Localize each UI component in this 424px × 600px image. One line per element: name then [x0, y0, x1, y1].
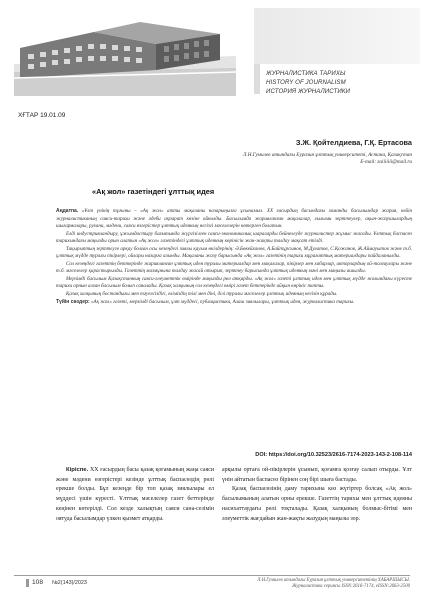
journal-info [220, 578, 410, 591]
body-column-left [56, 466, 214, 524]
body-column-right [222, 466, 412, 524]
body-text: арқылы ортаға ой-пікірлерін ұсынып, қоғамға қозғау салып отырды. Ұлт үнін айтатын баспасөз бірінен соң бірі шыға бастады. [222, 467, 412, 483]
abstract-paragraph: Сол кезеңдегі газеттің беттерінде жарияланған ұлттық идея туралы материалдар мен мақалалар, пікірлер мен хабарлар, авторлардың ой-толғаулары және т.б. мәселелер қарастырылды. Газеттің мазмұнына талдау жасай отырып, зерттеу барысында ұлттық идеяның мәні мен маңызы ашылды. [56, 260, 412, 275]
irsti-code: ХҒТАР 19.01.09 [18, 112, 66, 119]
doi-link[interactable]: DOI: https://doi.org/10.32523/2616-7174-2023-143-2-108-114 [255, 452, 412, 458]
title-panel-background [254, 8, 420, 64]
abstract-label: Аңдатпа. [56, 208, 79, 214]
abstract-paragraph: Қазақ халқының бостандығы мен тәуелсіздігі, еліміздің тілі мен діні, ділі туралы мәселелер ұлттық идеяның негізін құрады. [66, 291, 338, 298]
abstract-paragraph: «Ұлт үнінің тұғыны – «Ақ жол» атты мақаланы назарыңызға ұсынамыз. XX ғасырдың басындағы заманды басылымдар жария, кейін журналистиканың саяси-тарихи және әдеби ақпарат көзіне айналды. Басылымда жарияланған мақалалар, ғылыми зерттеулер, ақын-жазушылардың шығармалары, рухани, мәдени, саяси өзгерістер ұлттық идеяның негізгі мәселелерін көтерген болатын. [56, 208, 412, 230]
building-illustration [14, 8, 236, 96]
abstract-paragraph: Мерзімді басылым Қазақстанның саяси-әлеуметтік өмірінде маңызды рөл атқарды. «Ақ жол» газеті ұлттық идея мен ұлттық мүдде жолындағы күресте тарихи орнын алған басылым болып саналады. Қазақ халқының сол кезеңдегі өмірі газет беттерінде айқын көрініс тапты. [56, 275, 412, 290]
email: E-mail: zaiiiiiii@mail.ru [360, 159, 412, 166]
university-building-image [14, 8, 236, 96]
abstract-paragraph: Тақырыптың зерттеуге арқау болған осы кезеңдегі зиялы қауым өкілдерінің: Ә.Бөкейханов, А.Байтұрсынов, М.Дулатов, С.Қожанов, Ж.Аймауытов және т.б. ұлттық мүдде туралы пікірлері, ойлары назарға алынды. Мақаланы жазу барысында «Ақ жол» газетінің тарихи мұрағаттық материалдары пайдаланылды. [56, 245, 412, 260]
abstract [56, 208, 412, 306]
journal-name: Л.Н.Гумилев атындағы Еуразия ұлттық университетінің ХАБАРШЫСЫ. [257, 578, 410, 583]
journal-header [0, 0, 424, 102]
section-titles [254, 8, 424, 94]
keywords: «Ақ жол» газеті, мерзімді басылым, ұлт мүддесі, публицистика, Алаш зиялылары, ұлттық идея, журналистика тарихы. [90, 298, 355, 305]
section-title-ru: ИСТОРИЯ ЖУРНАЛИСТИКИ [266, 88, 350, 95]
body-text: Қазақ баспасөзінің даму тарихына көз жүгіртер болсақ «Ақ жол» басылымының алатын орны ерекше. Газеттің тарихы мен ұлттық идеяны насихаттаудағы рөлі тоқталады. Қазақ халқының болмыс-бітімі мен әлеуметтік жағдайын жан-жақты жазудың маңызы зор. [222, 486, 412, 522]
journal-issn: Журналистика сериясы ISSN:2616-7174, eISSN:2663-2500 [292, 584, 410, 590]
article-title: «Ақ жол» газетіндегі ұлттық идея [92, 187, 215, 196]
page-number: 108 [26, 579, 43, 587]
issue-number: №2(143)/2023 [52, 580, 87, 586]
section-title-kz: ЖУРНАЛИСТИКА ТАРИХЫ [266, 70, 346, 77]
page-footer [0, 568, 424, 600]
affiliation-line: Л.Н.Гумилев атындағы Еуразия ұлттық университеті, Астана, Қазақстан [242, 152, 412, 158]
intro-label: Кіріспе. [66, 467, 89, 473]
keywords-label: Түйін сөздер: [56, 298, 90, 305]
footer-divider [14, 575, 410, 576]
abstract-paragraph: Елді индустрияландыру, ұжымдастыру бағытында жүргізілген саяси-экономикалық шараларды бейнелеуде журналистер жұмыс жасады. Ұлттық баспасөз тарихындағы маңызды орын алатын «Ақ жол» газетіндегі ұлттық идеяның көрінісін жан-жақты талдау мақсат етілді. [56, 230, 412, 245]
authors: З.Ж. Қойтелдиева, Г.Қ. Ертасова [295, 138, 412, 147]
body-text: XX ғасырдың басы қазақ қоғамының жаңа саяси және мәдени өзгерістері кезінде ұлттық баспасөздің рөлі ерекше болды. Бұл кезеңде бір топ қазақ зиялылары ел мүддесі үшін күресті. Ұлттық мәселелер газет беттерінде кеңінен көтерілді. Сол кезде халықтың саяси сана-сезімін оятуда басылымдар үлкен қызмет атқарды. [56, 467, 214, 522]
section-title-en: HISTORY OF JOURNALISM [266, 79, 346, 86]
affiliation [112, 152, 412, 167]
